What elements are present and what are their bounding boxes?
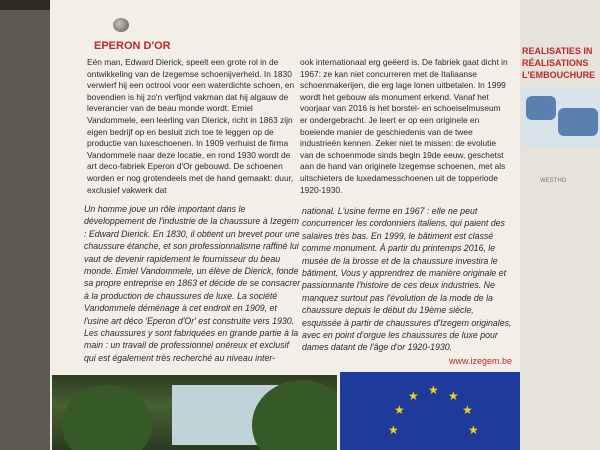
panel-title: EPERON D'OR xyxy=(94,40,171,52)
eu-star-icon: ★ xyxy=(388,423,399,437)
eu-star-icon: ★ xyxy=(448,389,459,403)
french-text-right xyxy=(302,205,514,354)
sidebar-map-label: WESTHO xyxy=(540,178,567,184)
french-text-left xyxy=(84,203,302,364)
eu-star-icon: ★ xyxy=(408,389,419,403)
map-land-1 xyxy=(526,96,556,120)
dutch-paragraph-right: ook internationaal erg geëerd is. De fabriek gaat dicht in 1967: ze kan niet concurreren met de Italiaanse schoenmakerijen, die erg lage lonen uitbetalen. In 1999 wordt het gebouw als monument erkend. Vanaf het voorjaar van 2016 is het borstel- en schoeiselmuseum er ondergebracht. Je leert er op een originele en boeiende manier de geschiedenis van de twee industrieën kennen. Zeker niet te missen: de evolutie van de schoenmode sinds begin 19de eeuw, geschetst aan de hand van originele Izegemse schoenen, met als uitschieters de luxedamesschoenen uit de topperiode 1920-1930. xyxy=(300,57,508,195)
photo-tree-left xyxy=(62,385,152,450)
map-land-2 xyxy=(558,108,598,136)
sidebar-map xyxy=(522,88,600,148)
dutch-paragraph-left: Eén man, Edward Dierick, speelt een grote rol in de ontwikkeling van de Izegemse schoenijverheid. In 1830 verwierf hij een octrooi voor een waterdichte schoen, en bovendien is hij zo'n verfijnd vakman dat hij algauw de leverancier van de beau monde wordt. Emiel Vandommele, een leerling van Dierick, richt in 1863 zijn eigen bedrijf op en besluit zich toe te leggen op de productie van luxeschoenen. In 1909 verhuist de firma Vandommele naar deze locatie, en rond 1930 wordt de art deco-fabriek Eperon d'Or gebouwd. De schoenen worden er nog grotendeels met de hand gemaakt: duur, exclusief vakwerk dat xyxy=(87,57,295,195)
sidebar-title-fr-2: L'EMBOUCHURE xyxy=(522,70,596,80)
website-link[interactable]: www.izegem.be xyxy=(449,356,513,366)
dutch-text-left xyxy=(87,57,297,196)
eu-star-icon: ★ xyxy=(428,383,439,397)
sidebar-title-fr-1: RÉALISATIONS xyxy=(522,58,589,68)
eu-star-icon: ★ xyxy=(462,403,473,417)
screw-icon xyxy=(113,18,129,32)
eu-flag xyxy=(340,372,520,450)
eu-star-icon: ★ xyxy=(394,403,405,417)
french-paragraph-right: national. L'usine ferme en 1967 : elle ne peut concurrencer les cordonniers italiens, qui paient des salaires très bas. En 1999, le bâtiment est classé comme monument. À partir du printemps 2016, le musée de la brosse et de la chaussure investira le bâtiment. Vous y apprendrez de manière originale et passionnante l'histoire de ces deux industries. Ne manquez surtout pas l'évolution de la mode de la chaussure depuis le début du 19ème siècle, esquissée à partir de chaussures d'Izegem originales, avec en point d'orgue les chaussures de luxe pour dames datant de l'âge d'or 1920-1930. xyxy=(302,206,512,353)
french-paragraph-left: Un homme joue un rôle important dans le développement de l'industrie de la chaussure à Izegem : Edward Dierick. En 1830, il obtient un brevet pour une chaussure étanche, et son professionnalisme raffiné lui vaut de devenir rapidement le fournisseur du beau monde. Emiel Vandommele, un élève de Dierick, fonde sa propre entreprise en 1863 et décide de se consacrer à la production de chaussures de luxe. La société Vandommele déménage à cet endroit en 1909, et l'usine art déco 'Eperon d'Or' est construite vers 1930. Les chaussures y sont fabriquées en grande partie à la main : un travail de professionnel onéreux et exclusif qui est également très recherché au niveau inter- xyxy=(84,204,301,363)
sidebar-title-nl: REALISATIES IN xyxy=(522,46,593,56)
dutch-text-right xyxy=(300,57,510,196)
building-photo xyxy=(52,375,337,450)
eu-star-icon: ★ xyxy=(468,423,479,437)
